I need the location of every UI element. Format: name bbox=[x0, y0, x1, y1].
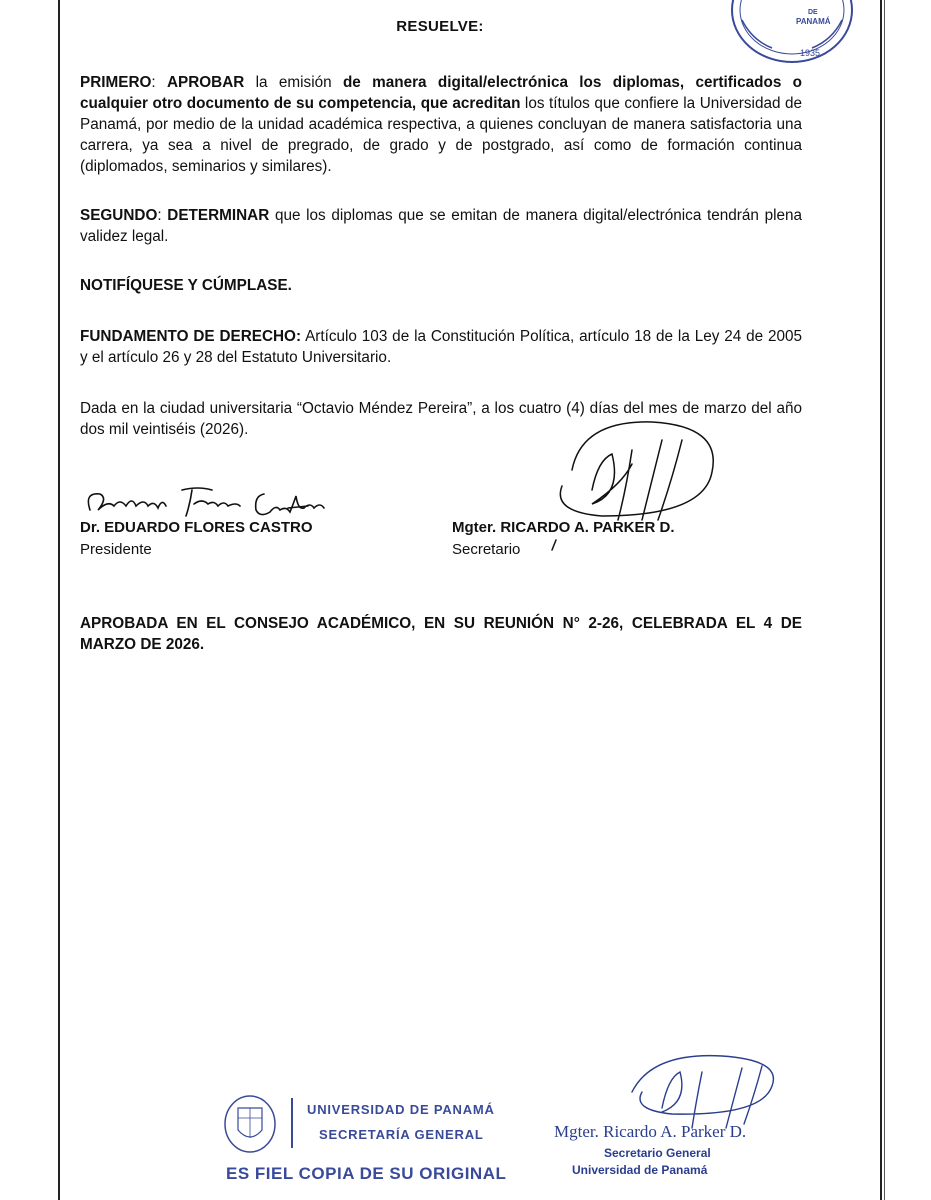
fundamento-label: FUNDAMENTO DE DERECHO: bbox=[80, 328, 302, 345]
segundo-label: SEGUNDO bbox=[80, 207, 158, 224]
page-border-right bbox=[880, 0, 882, 1200]
certifier-name: Mgter. Ricardo A. Parker D. bbox=[554, 1122, 747, 1141]
secretary-signature bbox=[532, 410, 722, 560]
approval-note: APROBADA EN EL CONSEJO ACADÉMICO, EN SU REUNIÓN N° 2-26, CELEBRADA EL 4 DE MARZO DE 2026. bbox=[80, 615, 802, 653]
segundo-text: que los diplomas que se emitan de manera digital/electrónica tendrán plena validez legal. bbox=[80, 207, 802, 245]
primero-bold: de manera digital/electrónica los diplomas, certificados o cualquier otro documento de su competencia, que acreditan bbox=[80, 74, 803, 112]
certifier-signature bbox=[612, 1052, 792, 1132]
segundo-verb: DETERMINAR bbox=[167, 207, 270, 224]
certifier-org: Universidad de Panamá bbox=[572, 1163, 708, 1177]
stamp-divider bbox=[291, 1098, 293, 1148]
fundamento bbox=[80, 326, 802, 368]
secretary-name: Mgter. RICARDO A. PARKER D. bbox=[452, 519, 675, 536]
stamp-university: UNIVERSIDAD DE PANAMÁ bbox=[307, 1102, 495, 1117]
article-primero bbox=[80, 72, 802, 177]
primero-text2: los títulos que confiere la Universidad de Panamá, por medio de la unidad académica respectiva, a quienes concluyan de manera satisfactoria una carrera, ya sea a nivel de pregrado, de grado y de postgrado, así como de formación continua (diplomados, seminarios y similares). bbox=[80, 95, 802, 175]
primero-text1: la emisión bbox=[244, 74, 343, 91]
fundamento-text: Artículo 103 de la Constitución Política, artículo 18 de la Ley 24 de 2005 y el artículo 26 y 28 del Estatuto Universitario. bbox=[80, 328, 803, 366]
president-signature bbox=[82, 484, 352, 524]
page-border-left bbox=[58, 0, 60, 1200]
university-seal-top bbox=[722, 0, 862, 70]
segundo-colon: : bbox=[157, 207, 168, 224]
president-name: Dr. EDUARDO FLORES CASTRO bbox=[80, 519, 313, 536]
primero-colon: : bbox=[151, 74, 167, 91]
primero-verb: APROBAR bbox=[166, 74, 245, 91]
certifier-title: Secretario General bbox=[604, 1146, 711, 1160]
page-border-right-inner bbox=[884, 0, 885, 1200]
primero-label: PRIMERO bbox=[80, 74, 152, 91]
seal-line2: PANAMÁ bbox=[796, 17, 831, 26]
dada-paragraph: Dada en la ciudad universitaria “Octavio Méndez Pereira”, a los cuatro (4) días del mes de marzo del año dos mil veintiséis (2026). bbox=[80, 400, 802, 438]
stamp-copy-note: ES FIEL COPIA DE SU ORIGINAL bbox=[226, 1164, 507, 1183]
resolve-heading: RESUELVE: bbox=[396, 18, 484, 35]
seal-year: 1935 bbox=[800, 48, 821, 58]
university-shield-icon bbox=[222, 1094, 278, 1156]
secretary-title: Secretario bbox=[452, 541, 521, 558]
president-title: Presidente bbox=[80, 541, 152, 558]
article-segundo bbox=[80, 205, 802, 247]
stamp-office: SECRETARÍA GENERAL bbox=[319, 1127, 484, 1142]
seal-line1: DE bbox=[808, 9, 818, 16]
notifiquese: NOTIFÍQUESE Y CÚMPLASE. bbox=[80, 277, 292, 294]
